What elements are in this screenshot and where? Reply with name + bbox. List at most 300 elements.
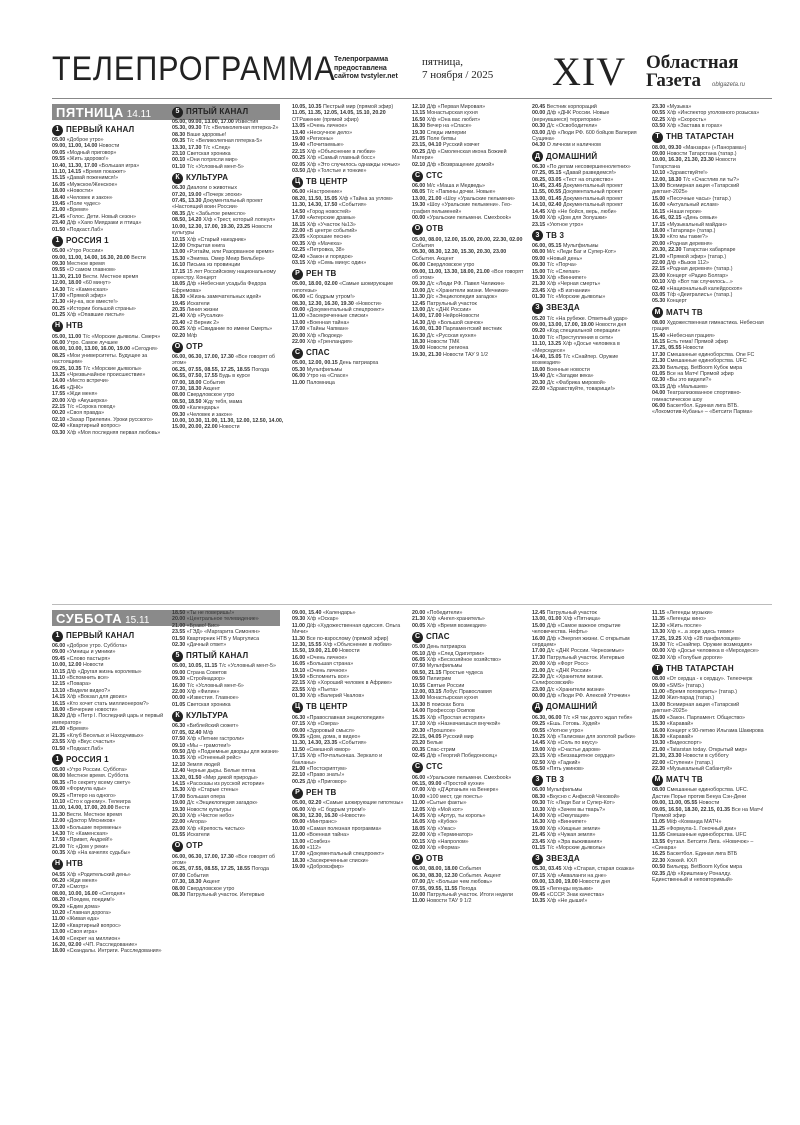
program-time: 06.55, 07.50, 17.55 <box>172 373 218 380</box>
program-time: 05.00 <box>412 644 426 651</box>
program-time: 09.00 <box>292 727 306 734</box>
program-time: 16.00 <box>652 727 666 734</box>
program-time: 00.25 <box>292 778 306 785</box>
program-entry <box>52 430 164 436</box>
program-title: «Жди меня» <box>65 391 98 398</box>
channel-header <box>412 762 524 774</box>
program-time: 10.00 <box>292 825 306 832</box>
program-title: Х/ф «С бодрым утром!» <box>305 806 366 813</box>
channel-header <box>172 650 284 662</box>
program-time: 00.35 <box>52 850 66 857</box>
saturday-column-1 <box>52 628 164 1108</box>
program-time: 10.10 <box>652 170 666 177</box>
program-time: 00.30 <box>532 123 546 130</box>
program-time: 11.00 <box>292 313 305 320</box>
program-title: Черные дыры. Белые пятна <box>185 768 256 775</box>
program-title: Х/ф «28 панфиловцев» <box>681 635 741 642</box>
program-time: 10.15 <box>52 668 66 675</box>
program-time: 07.15 <box>292 721 306 728</box>
program-time: 10.35 <box>532 898 546 905</box>
program-time: 17.00 <box>52 292 66 299</box>
issue-date-weekday: пятница, <box>422 56 464 68</box>
program-entry <box>532 636 644 649</box>
program-time: 03.50 <box>652 123 666 130</box>
program-title: «Мир дикой природы» <box>201 774 258 781</box>
program-time: 00.00 <box>532 110 546 117</box>
program-title: Д/с «ДНК России. Черноземье» <box>545 648 625 655</box>
program-time: 18.00 <box>52 948 66 955</box>
program-time: 09.25 <box>532 721 546 728</box>
program-entry <box>532 766 644 772</box>
program-time: 04.00 <box>652 390 666 397</box>
program-title: Простые чудеса <box>441 669 483 676</box>
program-title: Новости региона <box>425 345 469 352</box>
program-entry <box>412 845 524 851</box>
program-entry <box>172 333 284 339</box>
channel-header <box>52 754 164 766</box>
program-time: 10.00 <box>412 793 426 800</box>
page-header <box>52 50 772 100</box>
program-time: 16.10 <box>172 262 186 269</box>
program-time: 09.55 <box>532 727 546 734</box>
program-title: «Шоу «Уральские пельмени». Гео-графия пельменей» <box>412 202 512 215</box>
program-title: День патриарха <box>337 360 379 367</box>
program-time: 10.35 <box>172 755 186 762</box>
program-entry <box>172 198 284 211</box>
channel-logo-icon: Т <box>652 664 663 675</box>
program-title: Х/ф «Эра выживания» <box>545 838 603 845</box>
program-title: Новости <box>337 648 360 655</box>
program-title: Русский ковчег <box>441 142 480 149</box>
program-time: 09.35 <box>292 733 306 740</box>
program-time: 22.30 <box>652 765 666 772</box>
program-title: Новости <box>81 662 104 669</box>
program-title: М/ф <box>201 729 214 736</box>
program-time: 11.05, 11.35, 12.05, 14.05, 15.10, 20.20 <box>292 110 386 117</box>
program-time: 23.00 <box>532 686 546 693</box>
program-title: «Настроение» <box>305 189 343 196</box>
program-title: «Легенды музыки» <box>545 885 593 892</box>
program-title: Т/с «Сорока повод» <box>65 404 116 411</box>
program-title: Погода <box>457 885 477 892</box>
program-title: «Давай разведемся!» <box>561 170 617 177</box>
program-time: 19.30, 21.30 <box>412 351 442 358</box>
program-time: 08.50, 21.15 <box>412 669 442 676</box>
program-title: «Истории большой страны» <box>65 305 136 312</box>
program-time: 15.35 <box>412 714 426 721</box>
program-time: 09.00 <box>292 819 306 826</box>
program-title: Д/с «Хранители жизни. Склифосовский» <box>532 674 604 687</box>
program-time: 02.20 <box>172 332 186 339</box>
program-title: Т/с «Снайпер. Оружие возмездия» <box>665 642 753 649</box>
program-time: 13.00 <box>412 306 426 313</box>
program-title: Х/ф «Родительский день» <box>65 871 131 878</box>
program-time: 01.30 <box>292 693 306 700</box>
program-time: 07.15 <box>532 872 546 879</box>
program-title: Д/ф «Самое важное открытие человечества. Нефть» <box>532 622 621 636</box>
program-title: «Очень личное» <box>305 667 348 674</box>
program-time: 20.00 <box>292 332 306 339</box>
program-title: «Засекреченные списки» <box>304 313 369 320</box>
channel-logo-icon: Р <box>292 269 303 280</box>
program-time: 09.20 <box>532 328 546 335</box>
program-entry <box>652 390 764 403</box>
program-time: 17.00 <box>292 326 306 333</box>
program-time: 13.15 <box>412 110 426 117</box>
program-title: Х/ф «Виннипег» <box>545 274 587 281</box>
program-time: 06.00 <box>292 189 306 196</box>
program-title: Х/ф «Старый наездник» <box>185 236 247 243</box>
program-title: «Манзара» («Панорама») <box>681 144 747 151</box>
program-time: 18.05 <box>172 281 186 288</box>
program-time: 06.00, 06.30, 17.00, 17.30 <box>172 853 234 860</box>
program-time: 12.15 <box>52 681 66 688</box>
program-title: «Уральские пельмени. Смехbook» <box>425 215 512 222</box>
program-title: «Закон и порядок» <box>305 253 353 260</box>
program-time: 19.10 <box>292 667 306 674</box>
program-time: 11.00 <box>652 689 665 696</box>
program-title: Х/ф «Опавшие листья» <box>65 312 125 319</box>
program-title: Д/ф «Художественная одиссея. Ольга Мичи» <box>292 622 401 636</box>
program-time: 01.30 <box>532 294 546 301</box>
program-title: Мультфильмы <box>425 663 463 670</box>
program-title: «Жить здорово!» <box>65 156 109 163</box>
channel-name: НТВ <box>66 859 84 869</box>
program-entry <box>412 237 524 250</box>
provided-by: Телепрограмма предоставлена сайтом tvstyler.net <box>334 56 398 80</box>
program-title: «Город новостей» <box>305 208 351 215</box>
channel-name: РЕН ТВ <box>306 787 337 797</box>
program-time: 02.30 <box>172 642 186 649</box>
program-title: Х/ф «Вот так случилось...» <box>665 279 733 286</box>
channel-name: КУЛЬТУРА <box>186 173 229 183</box>
program-title: Документальный проект «Настоящий воин России» <box>172 198 263 211</box>
program-time: 06.05 <box>412 657 426 664</box>
program-time: 10.05, 10.35 <box>292 104 322 110</box>
program-time: 07.05, 02.40 <box>172 729 202 736</box>
program-time: 13.00, 21.00 <box>412 195 442 202</box>
program-time: 22.00 <box>532 386 546 393</box>
program-title: «События» <box>337 740 367 747</box>
program-time: 00.00 <box>652 648 666 655</box>
program-title: Монастырская кухня <box>425 110 478 117</box>
program-title: Будь в курсе <box>217 373 251 380</box>
program-title: Т/с «Морские дьяволы» <box>545 294 606 301</box>
program-time: 18.00 <box>52 707 66 714</box>
program-time: 19.30 <box>652 642 666 649</box>
program-title: «Утро России» <box>65 248 104 255</box>
program-title: «Человек и закон» <box>185 411 233 418</box>
channel-header <box>652 307 764 319</box>
logo-line-1: Областная <box>646 52 739 73</box>
program-time: 09.30 <box>172 676 186 683</box>
program-time: 05.10 <box>412 650 426 657</box>
program-time: 21.30 <box>532 281 546 288</box>
saturday-column-5 <box>532 610 644 1108</box>
program-title: Мультфильмы <box>561 242 599 249</box>
program-entry <box>532 623 644 636</box>
channel-logo-icon: Ц <box>292 702 303 713</box>
program-time: 06.00 <box>292 294 306 301</box>
channel-name: КУЛЬТУРА <box>186 711 229 721</box>
program-time: 09.50 <box>172 748 186 755</box>
program-title: «Новый день» <box>545 255 583 262</box>
program-time: 21.30 <box>652 358 666 365</box>
program-time: 08.00 <box>652 787 666 794</box>
program-time: 11.30 <box>292 635 305 642</box>
program-time: 08.05 <box>412 189 426 196</box>
program-time: 22.15 <box>292 148 306 155</box>
program-time: 05.00, 11.00 <box>52 333 82 340</box>
program-time: 07.20, 19.00 <box>172 191 202 198</box>
program-time: 05.30, 09.30 <box>172 125 202 132</box>
program-time: 18.50 <box>172 610 186 616</box>
channel-logo-icon: С <box>412 762 423 773</box>
program-title: Д/с «Энциклопедия загадок» <box>424 294 498 301</box>
channel-name: ПЕРВЫЙ КАНАЛ <box>66 124 135 134</box>
program-time: 14.10, 02.40 <box>532 202 562 209</box>
program-title: Х/ф «Форт Росс» <box>545 661 589 668</box>
program-time: 13.00 <box>652 701 666 708</box>
program-time: 09.15 <box>532 885 546 892</box>
program-time: 19.40 <box>532 373 546 380</box>
program-time: 12.10 <box>412 104 426 110</box>
program-title: «Кто хочет стать миллионером?» <box>65 700 149 707</box>
program-title: Х/ф «Людоед» <box>305 332 343 339</box>
program-title: Ваше здоровье! <box>185 131 227 138</box>
program-entry <box>532 674 644 687</box>
program-time: 15.00 <box>652 195 666 202</box>
program-entry <box>292 623 404 636</box>
program-title: Х/ф «Оккупация» <box>545 812 590 819</box>
channel-name: НТВ <box>66 321 84 331</box>
program-title: Х/ф «Акваланги на дне» <box>545 872 607 879</box>
program-title: Х/ф «Назначаешься внучкой» <box>425 721 501 728</box>
program-title: Вестник корпораций <box>545 104 597 110</box>
program-time: 11.30 <box>52 811 65 818</box>
friday-column-6 <box>652 104 764 600</box>
program-title: Х/ф «Кубок» <box>425 819 458 826</box>
program-title: ОТРажение (прямой эфир) <box>292 116 359 123</box>
program-title: «Голос. Дети. Новый сезон» <box>65 213 136 220</box>
program-title: «Добровэфир» <box>305 864 344 871</box>
program-title: Д/с «ДНК России» <box>425 306 472 313</box>
channel-name: ДОМАШНИЙ <box>546 151 598 161</box>
program-time: 06.15, 09.00 <box>412 780 442 787</box>
program-time: 06.00 <box>652 403 666 410</box>
program-time: 11.25 <box>652 825 665 832</box>
program-title: «Самые шокирующие гипотезы» <box>292 281 394 294</box>
program-time: 06.30 <box>532 163 546 170</box>
program-title: «ГЭД» «Маргарита Симонян» <box>185 629 260 636</box>
program-time: 23.45 <box>532 287 546 294</box>
program-title: «Захар Прилепин. Уроки русского» <box>65 416 153 423</box>
channel-name: СТС <box>426 762 443 772</box>
program-title: Т/с «Каменская» <box>65 286 108 293</box>
channel-logo-icon: М <box>652 775 663 786</box>
channel-name: ДОМАШНИЙ <box>546 702 598 712</box>
program-title: «Большие перемены» <box>65 824 122 831</box>
program-time: 23.55 <box>172 629 186 636</box>
program-time: 23.55 <box>292 686 306 693</box>
program-title: Х/ф «Хороший человек в Африке» <box>305 680 392 687</box>
program-entry <box>532 386 644 392</box>
program-time: 06.00 <box>292 373 306 380</box>
program-title: События <box>185 872 209 879</box>
channel-logo-icon: 1 <box>52 631 63 642</box>
program-time: 07.00, 18.00 <box>172 379 202 386</box>
program-title: Д/с «Люди РФ. Павел Чиликин» <box>425 281 505 288</box>
program-time: 19.50 <box>292 674 306 681</box>
channel-name: ЗВЕЗДА <box>546 854 580 864</box>
program-time: 23.55 <box>52 739 66 746</box>
program-title: «Агора» <box>185 819 207 826</box>
issue-date-full: 7 ноября / 2025 <box>422 69 494 81</box>
channel-header <box>52 859 164 871</box>
program-time: 10.00 <box>532 334 546 341</box>
channel-header <box>172 710 284 722</box>
program-title: Д/ф «Подземные дворцы для жизни» <box>185 748 279 755</box>
program-title: «Клуб Веселых и Находчивых» <box>65 732 144 739</box>
program-title: «Здравствуйте, товарищи!» <box>545 386 615 393</box>
program-title: Местное время. Суббота <box>65 773 129 780</box>
program-time: 19.00 <box>532 746 546 753</box>
program-title: Д/ф «След Одигитрии» <box>425 650 485 657</box>
program-title: «Музыкальный Сабантуй» <box>665 765 733 772</box>
program-entry <box>52 746 164 752</box>
program-time: 08.00 <box>652 319 666 326</box>
program-title: Т/ф «Деигралисъ» (татар.) <box>665 291 733 298</box>
program-title: «Самые шокирующие гипотезы» <box>321 800 404 807</box>
program-entry <box>532 294 644 300</box>
program-title: «Едим дома» <box>65 903 100 910</box>
program-title: Светская хроника <box>185 151 231 158</box>
program-time: 00.25 <box>52 305 66 312</box>
program-title: Д/с «Русская кухня» <box>425 332 477 339</box>
program-title: «Прямой эфир» <box>65 292 107 299</box>
program-title: Новости культуры <box>185 806 231 813</box>
channel-logo-icon: Ц <box>292 177 303 188</box>
program-entry <box>652 871 764 884</box>
program-time: 09.00 <box>172 405 186 412</box>
program-title: «Документальный спецпроект» <box>305 851 385 858</box>
program-time: 17.30 <box>652 351 666 358</box>
program-time: 00.00 <box>412 215 426 222</box>
program-time: 12.05 <box>412 806 426 813</box>
program-title: Концерт к 90-летию Ильгама Шакирова <box>665 727 764 734</box>
program-title: «День семьи» <box>681 215 718 222</box>
program-time: 09.20 <box>52 903 66 910</box>
program-time: 12.10 <box>172 761 186 768</box>
channel-name: ЗВЕЗДА <box>546 303 580 313</box>
program-title: «Татарлар» (татар.) <box>665 227 716 234</box>
program-title: Х/ф «Время возмездия» <box>425 622 487 629</box>
program-time: 02.25 <box>652 116 666 123</box>
program-title: Д/ф «Смоленская икона Божией Матери» <box>412 148 507 162</box>
program-title: Д/ф «Малышев» <box>665 383 708 390</box>
program-time: 09.30 <box>172 411 186 418</box>
program-title: Документальный проект <box>561 189 623 196</box>
program-title: «Наши герои» <box>665 208 702 215</box>
friday-column-2 <box>172 104 284 600</box>
program-title: «Время покажет» <box>81 169 126 176</box>
program-time: 04.30 <box>532 142 546 149</box>
program-entry <box>172 164 284 170</box>
channel-name: РОССИЯ 1 <box>66 754 109 764</box>
program-title: «Постскриптум» <box>305 765 347 772</box>
program-title: Баскетбол. Единая лига ВТБ <box>665 851 738 858</box>
program-time: 15.40 <box>652 332 666 339</box>
program-time: 18.30 <box>412 339 426 345</box>
program-title: «Вкусно с Анфисой Чеховой» <box>545 793 620 800</box>
channel-name: ОТВ <box>426 854 444 864</box>
program-time: 11.30, 21.10 <box>52 273 82 280</box>
program-title: Х/ф «Форма» <box>425 845 460 851</box>
program-time: 09.55 <box>52 267 66 274</box>
program-time: 11.00 <box>412 800 425 807</box>
program-title: Новости ТМК <box>425 339 460 345</box>
program-entry <box>292 339 404 345</box>
program-time: 09.00 <box>292 306 306 313</box>
program-title: Документальный проект <box>561 195 623 202</box>
program-time: 14.15 <box>52 694 66 701</box>
program-time: 08.30 <box>172 892 186 899</box>
program-title: Х/ф «Семь минус один» <box>305 259 367 266</box>
program-time: 17.30 <box>532 654 546 661</box>
program-title: Новости <box>97 143 120 150</box>
program-time: 22.00 <box>292 227 306 234</box>
program-title: Новости Татарстана <box>652 157 736 170</box>
channel-name: ОТВ <box>426 224 444 234</box>
program-time: 02.40 <box>52 423 66 430</box>
program-time: 02.10 <box>52 416 66 423</box>
program-time: 00.35 <box>412 746 426 753</box>
program-time: 18.00 <box>652 227 666 234</box>
program-title: «Регионы» <box>305 136 334 143</box>
program-title: «60 минут» <box>81 280 111 287</box>
program-time: 08.30 <box>172 131 186 138</box>
program-title: Вести <box>113 805 130 812</box>
program-time: 18.00 <box>52 188 66 195</box>
program-title: «Ступени» (татар.) <box>665 759 714 766</box>
program-time: 00.50 <box>652 864 666 871</box>
program-time: 08.00, 10.00, 16.00 <box>52 890 98 897</box>
program-time: 06.00 <box>52 339 66 346</box>
program-time: 23.00 <box>652 272 666 279</box>
day-divider <box>52 604 772 605</box>
program-title: Х/ф «Простая история» <box>425 714 486 721</box>
program-title: «Актуальный ислам» <box>665 202 719 209</box>
program-title: «Пять ужинов» <box>545 765 584 772</box>
channel-logo-icon: Т <box>652 132 663 143</box>
program-title: «Стройнадзор» <box>185 676 225 683</box>
program-title: Свердловское утро <box>185 392 235 399</box>
program-entry <box>652 183 764 196</box>
program-time: 06.00, 08.00, 18.00 <box>412 866 458 873</box>
saturday-column-6 <box>652 610 764 1108</box>
program-time: 17.55 <box>52 391 66 398</box>
program-title: Новости дня <box>577 879 610 886</box>
program-time: 16.00, 01.30 <box>412 326 442 333</box>
channel-header <box>172 106 284 118</box>
program-time: 10.00, 12.30, 17.00, 19.30, 23.25 <box>172 223 251 230</box>
program-title: Д/ф «Энергия жизни. С открытым сердцем» <box>532 635 630 649</box>
program-title: «Очень личное» <box>305 654 348 661</box>
program-time: 19.00 <box>172 800 186 807</box>
program-title: Х/ф «Чистое небо» <box>185 812 235 819</box>
program-title: Акцент <box>201 386 221 393</box>
program-entry <box>172 702 284 708</box>
